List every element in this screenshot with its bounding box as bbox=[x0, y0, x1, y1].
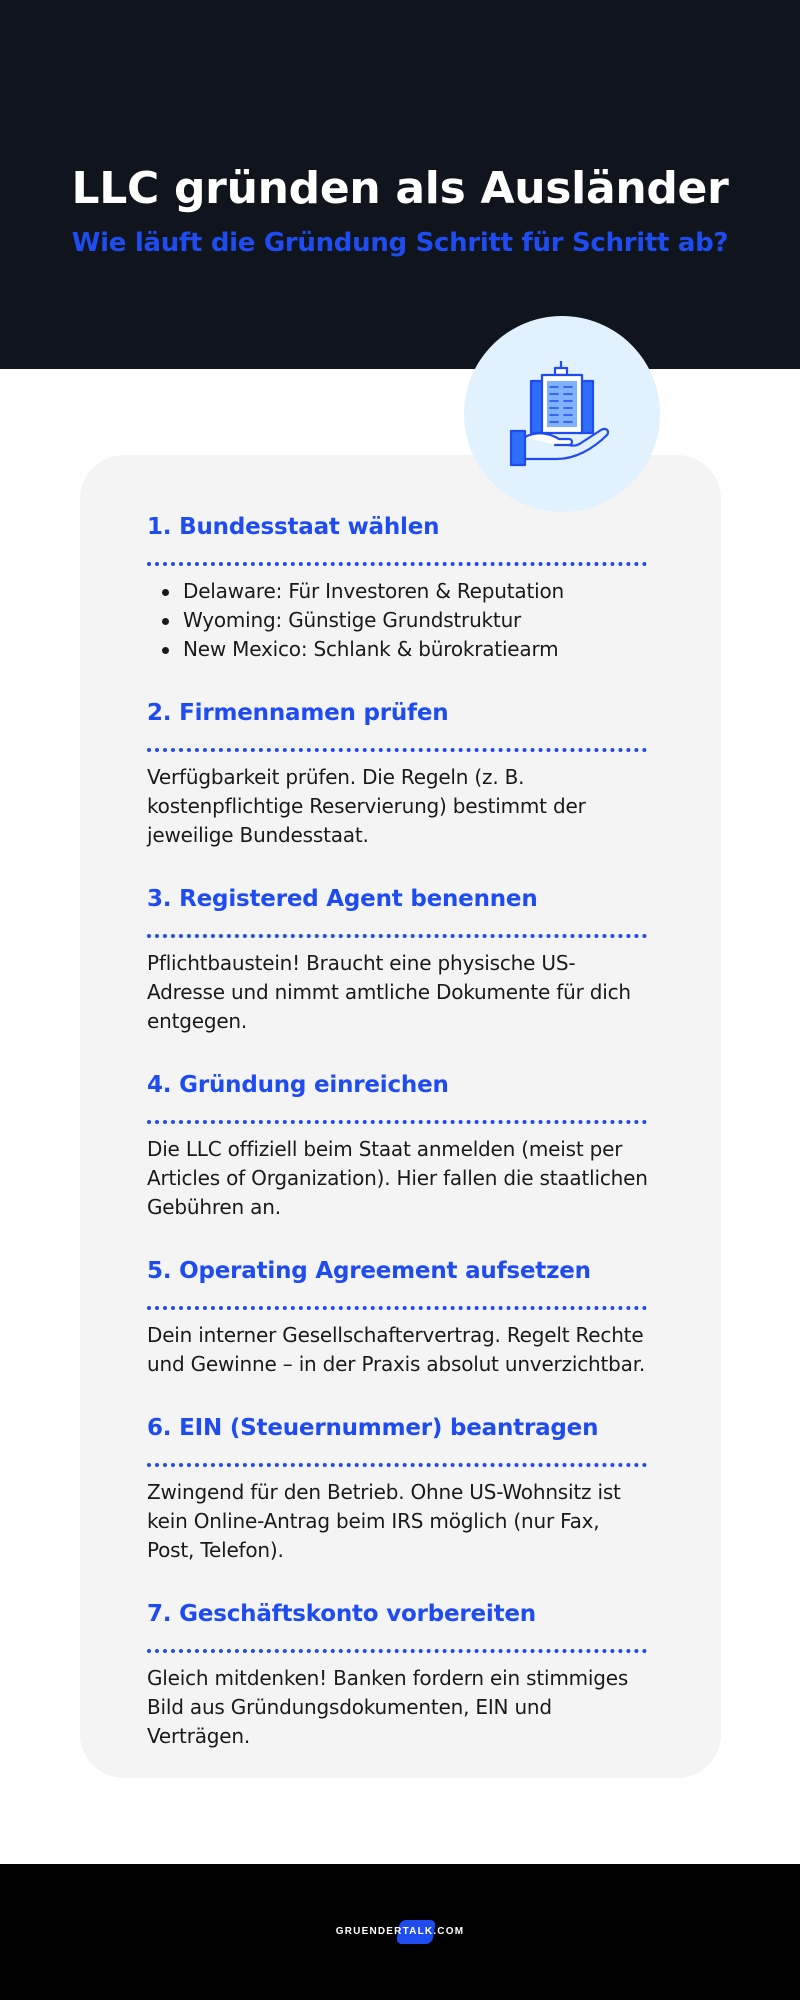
dotted-divider bbox=[147, 1649, 647, 1653]
step-6 bbox=[147, 1412, 652, 1562]
step-text: Dein interner Gesellschaftervertrag. Regelt Rechte und Gewinne – in der Praxis absolut unverzichtbar. bbox=[147, 1323, 646, 1376]
step-title: 7. Geschäftskonto vorbereiten bbox=[147, 1601, 536, 1627]
dotted-divider bbox=[147, 748, 647, 752]
step-5 bbox=[147, 1255, 652, 1376]
page-title: LLC gründen als Ausländer bbox=[71, 163, 729, 214]
step-title: 5. Operating Agreement aufsetzen bbox=[147, 1258, 591, 1284]
step-title: 4. Gründung einreichen bbox=[147, 1072, 449, 1098]
logo-text-left: GRUENDER bbox=[335, 1926, 403, 1937]
step-2 bbox=[147, 697, 652, 847]
list-item: Wyoming: Günstige Grundstruktur bbox=[147, 606, 652, 635]
hero-header bbox=[0, 0, 800, 369]
list-item: Delaware: Für Investoren & Reputation bbox=[147, 577, 652, 606]
step-title: 2. Firmennamen prüfen bbox=[147, 700, 449, 726]
logo-text-mid: TALK bbox=[402, 1926, 434, 1937]
step-text: Verfügbarkeit prüfen. Die Regeln (z. B. kostenpflichtige Reservierung) bestimmt der jeweilige Bundesstaat. bbox=[147, 765, 586, 847]
step-text: Die LLC offiziell beim Staat anmelden (meist per Articles of Organization). Hier fallen die staatlichen Gebühren an. bbox=[147, 1137, 648, 1219]
dotted-divider bbox=[147, 1463, 647, 1467]
list-item: New Mexico: Schlank & bürokratiearm bbox=[147, 635, 652, 664]
step-1 bbox=[147, 511, 652, 661]
icon-badge bbox=[464, 316, 660, 512]
building-in-hand-icon bbox=[509, 361, 615, 467]
step-title: 3. Registered Agent benennen bbox=[147, 886, 538, 912]
step-4 bbox=[147, 1069, 652, 1219]
step-text: Gleich mitdenken! Banken fordern ein stimmiges Bild aus Gründungsdokumenten, EIN und Verträgen. bbox=[147, 1666, 629, 1748]
gruendertalk-logo[interactable] bbox=[0, 1919, 800, 1938]
footer bbox=[0, 1864, 800, 2000]
dotted-divider bbox=[147, 934, 647, 938]
step-title: 1. Bundesstaat wählen bbox=[147, 514, 440, 540]
logo-text-right: .COM bbox=[433, 1926, 465, 1937]
step-text: Pflichtbaustein! Braucht eine physische US-Adresse und nimmt amtliche Dokumente für dich entgegen. bbox=[147, 951, 631, 1033]
step-title: 6. EIN (Steuernummer) beantragen bbox=[147, 1415, 599, 1441]
dotted-divider bbox=[147, 1120, 647, 1124]
step-text: Zwingend für den Betrieb. Ohne US-Wohnsitz ist kein Online-Antrag beim IRS möglich (nur Fax, Post, Telefon). bbox=[147, 1480, 621, 1562]
step-7 bbox=[147, 1598, 652, 1748]
dotted-divider bbox=[147, 562, 647, 566]
page-subtitle: Wie läuft die Gründung Schritt für Schritt ab? bbox=[71, 228, 729, 258]
state-list bbox=[147, 577, 652, 664]
dotted-divider bbox=[147, 1306, 647, 1310]
step-3 bbox=[147, 883, 652, 1033]
